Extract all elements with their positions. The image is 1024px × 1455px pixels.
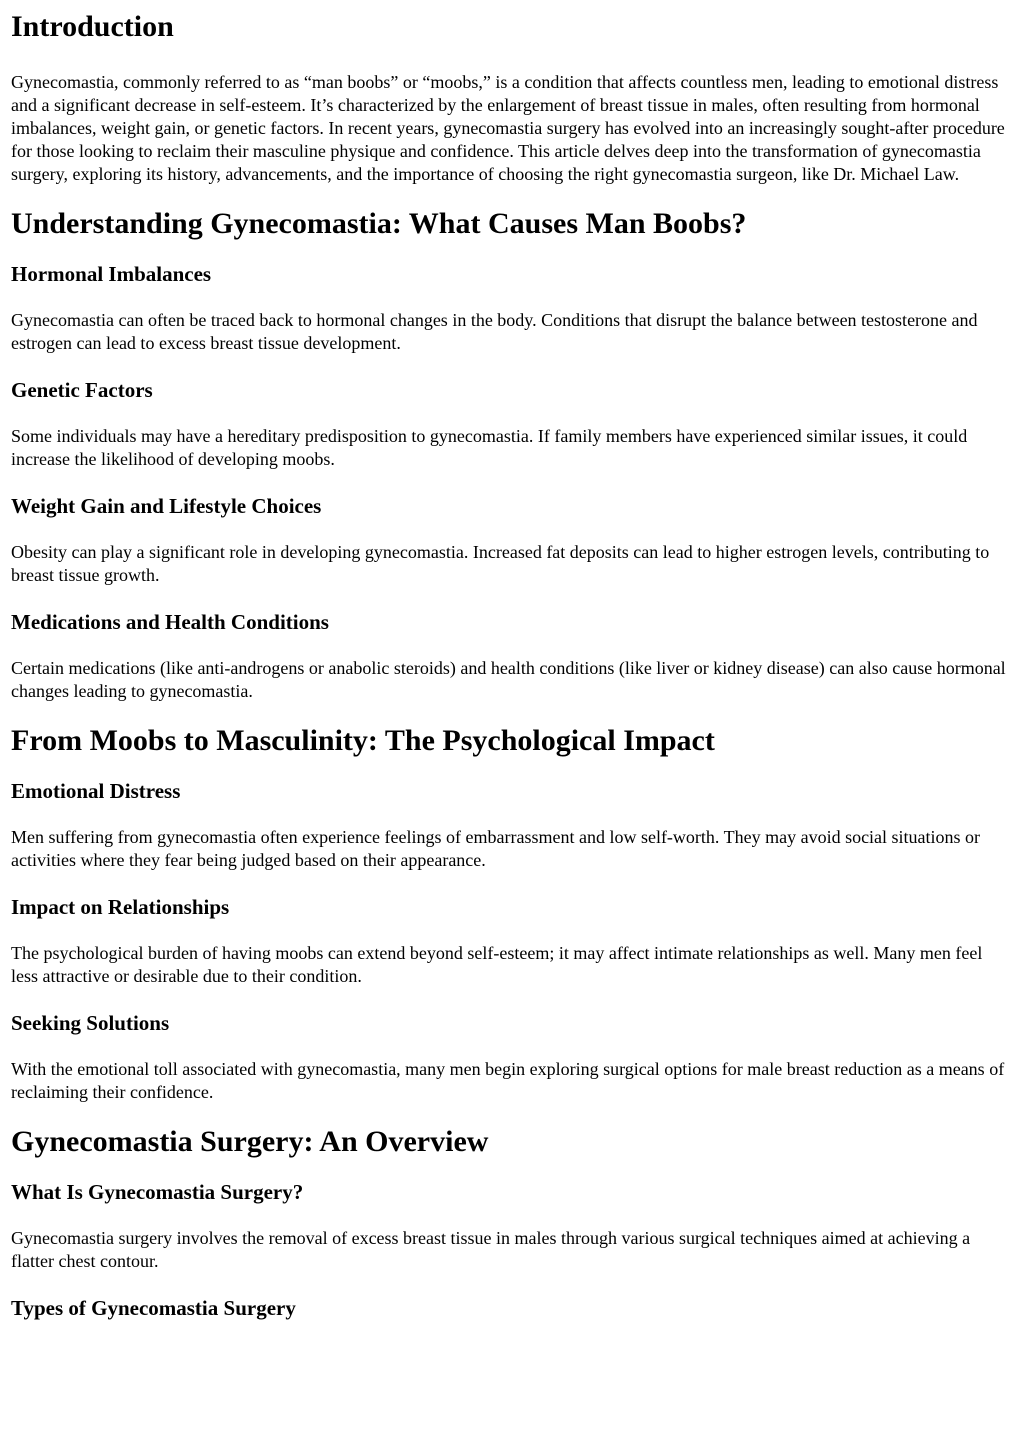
section-heading-surgery-overview: Gynecomastia Surgery: An Overview xyxy=(11,1125,489,1158)
introduction-paragraph: Gynecomastia, commonly referred to as “man boobs” or “moobs,” is a condition that affects countless men, leading to emotional distress and a significant decrease in self-esteem. It’s characterized by the enlargement of breast tissue in males, often resulting from hormonal imbalances, weight gain, or genetic factors. In recent years, gynecomastia surgery has evolved into an increasingly sought-after procedure for those looking to reclaim their masculine physique and confidence. This article delves deep into the transformation of gynecomastia surgery, exploring its history, advancements, and the importance of choosing the right gynecomastia surgeon, like Dr. Michael Law. xyxy=(11,72,1005,184)
subheading-medications: Medications and Health Conditions xyxy=(11,610,329,634)
subheading-seeking-solutions: Seeking Solutions xyxy=(11,1011,170,1035)
section-heading-psychological-impact: From Moobs to Masculinity: The Psychological Impact xyxy=(11,724,715,757)
subheading-hormonal-imbalances: Hormonal Imbalances xyxy=(11,262,212,286)
subheading-genetic-factors: Genetic Factors xyxy=(11,378,153,402)
section-heading-introduction: Introduction xyxy=(11,10,174,43)
section-heading-causes: Understanding Gynecomastia: What Causes Man Boobs? xyxy=(11,207,747,240)
subheading-what-is-surgery: What Is Gynecomastia Surgery? xyxy=(11,1180,304,1204)
subheading-weight-gain: Weight Gain and Lifestyle Choices xyxy=(11,494,322,518)
subheading-emotional-distress: Emotional Distress xyxy=(11,779,181,803)
paragraph-relationships: The psychological burden of having moobs can extend beyond self-esteem; it may affect intimate relationships as well. Many men feel less attractive or desirable due to their condition. xyxy=(11,943,983,986)
subheading-relationships: Impact on Relationships xyxy=(11,895,230,919)
paragraph-medications: Certain medications (like anti-androgens or anabolic steroids) and health conditions (like liver or kidney disease) can also cause hormonal changes leading to gynecomastia. xyxy=(11,658,1006,701)
paragraph-emotional-distress: Men suffering from gynecomastia often experience feelings of embarrassment and low self-worth. They may avoid social situations or activities where they fear being judged based on their appearance. xyxy=(11,827,981,870)
paragraph-what-is-surgery: Gynecomastia surgery involves the removal of excess breast tissue in males through various surgical techniques aimed at achieving a flatter chest contour. xyxy=(11,1228,971,1271)
paragraph-hormonal-imbalances: Gynecomastia can often be traced back to hormonal changes in the body. Conditions that disrupt the balance between testosterone and estrogen can lead to excess breast tissue development. xyxy=(11,310,978,353)
paragraph-weight-gain: Obesity can play a significant role in developing gynecomastia. Increased fat deposits can lead to higher estrogen levels, contributing to breast tissue growth. xyxy=(11,542,990,585)
subheading-types-of-surgery: Types of Gynecomastia Surgery xyxy=(11,1296,296,1320)
paragraph-seeking-solutions: With the emotional toll associated with gynecomastia, many men begin exploring surgical options for male breast reduction as a means of reclaiming their confidence. xyxy=(11,1059,1005,1102)
paragraph-genetic-factors: Some individuals may have a hereditary predisposition to gynecomastia. If family members have experienced similar issues, it could increase the likelihood of developing moobs. xyxy=(11,426,968,469)
article xyxy=(0,9,1024,1321)
